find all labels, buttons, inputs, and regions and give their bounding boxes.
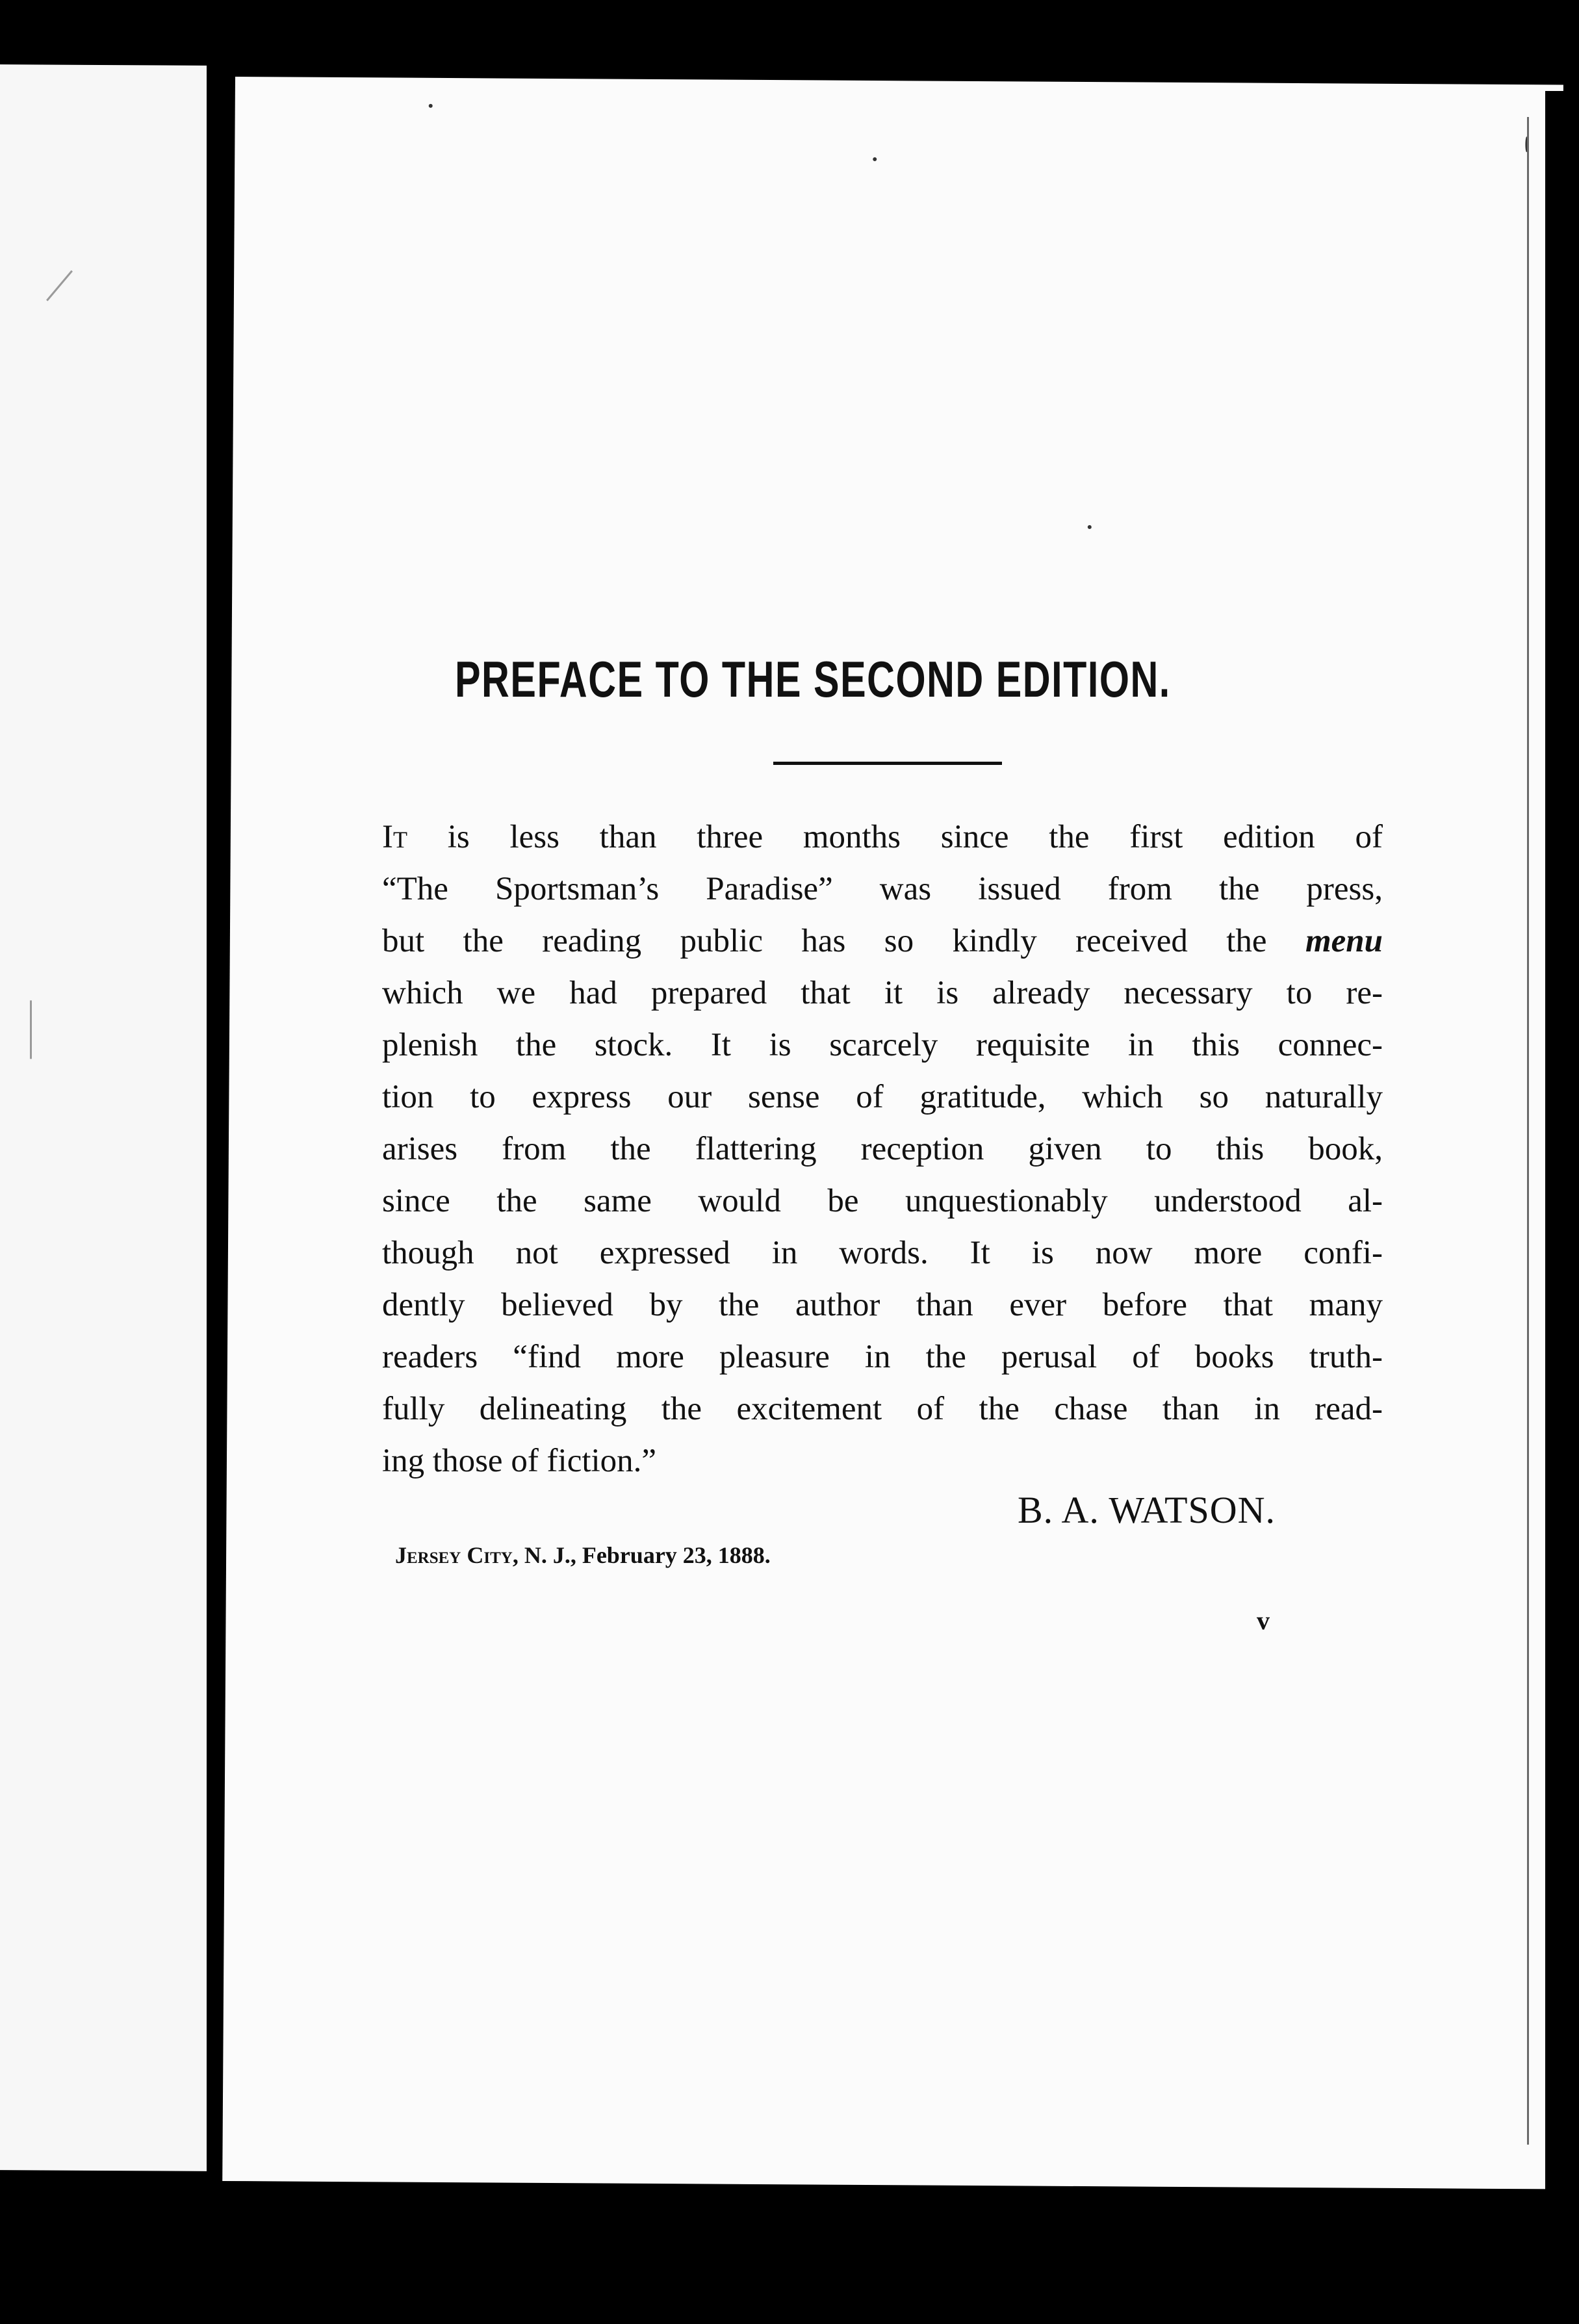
dateline: [395, 1542, 771, 1569]
text-line: though not expressed in words. It is now more confi-: [382, 1235, 1383, 1271]
text-line: arises from the flattering reception given to this book,: [382, 1131, 1383, 1167]
text-line: plenish the stock. It is scarcely requisite in this connec-: [382, 1027, 1383, 1063]
page-edge-shadow: [1545, 91, 1579, 2190]
text-line: fully delineating the excitement of the chase than in read-: [382, 1391, 1383, 1427]
text-line-rest: but the reading public has so kindly received the: [382, 923, 1305, 959]
paper-speck: [873, 157, 877, 161]
paper-speck: [429, 104, 433, 108]
text-line: dently believed by the author than ever before that many: [382, 1287, 1383, 1323]
dateline-date: , N. J., February 23, 1888.: [512, 1542, 771, 1568]
text-line: [382, 811, 1383, 863]
text-line: readers “find more pleasure in the perusal of books truth-: [382, 1339, 1383, 1375]
text-line: [382, 915, 1383, 967]
scan-mark: [30, 1000, 32, 1059]
title-rule: [773, 762, 1002, 765]
left-page-fragment: [0, 64, 207, 2171]
text-line: which we had prepared that it is already necessary to re-: [382, 975, 1383, 1011]
page-title: PREFACE TO THE SECOND EDITION.: [455, 651, 1171, 708]
text-line: tion to express our sense of gratitude, which so naturally: [382, 1079, 1383, 1115]
preface-paragraph: [382, 811, 1383, 1487]
page-edge-line: [1527, 117, 1529, 2145]
text-line: “The Sportsman’s Paradise” was issued from the press,: [382, 871, 1383, 907]
emphasized-word: menu: [1305, 923, 1383, 959]
paper-speck: [1088, 525, 1092, 529]
text-line: ing those of fiction.”: [382, 1443, 657, 1479]
dateline-place: Jersey City: [395, 1542, 513, 1568]
text-line-rest: is less than three months since the first edition of: [407, 819, 1383, 855]
author-signature: B. A. WATSON.: [1018, 1489, 1276, 1531]
small-caps-opening: It: [382, 819, 407, 855]
scan-mark: [46, 270, 73, 302]
text-line: since the same would be unquestionably understood al-: [382, 1183, 1383, 1219]
page-number: v: [1257, 1606, 1270, 1635]
